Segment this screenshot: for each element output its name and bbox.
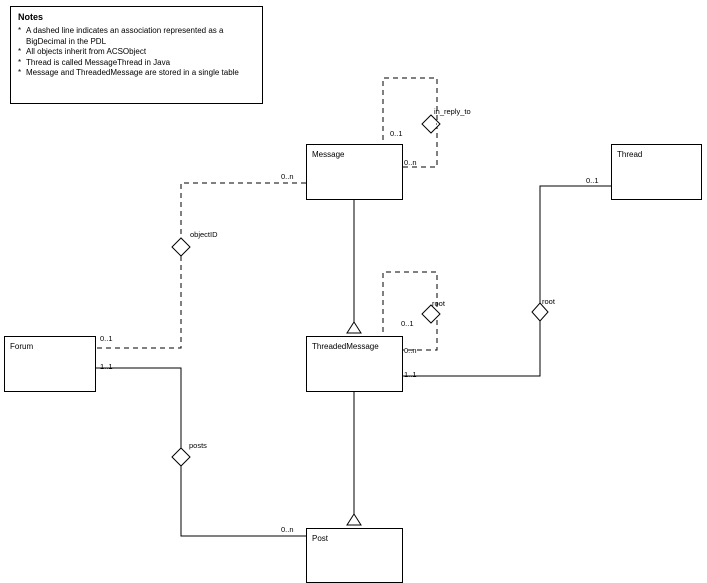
generalization-message-threadedmessage [347, 199, 361, 333]
multiplicity-message-inreply-top: 0..1 [390, 129, 403, 138]
association-root-thread [403, 186, 611, 376]
multiplicity-message-inreply-bottom: 0..n [404, 158, 417, 167]
label-root-self: root [432, 299, 445, 308]
class-name-threadedmessage: ThreadedMessage [312, 342, 379, 351]
class-name-post: Post [312, 534, 329, 543]
notes-list [18, 26, 256, 79]
notes-title: Notes [18, 12, 44, 22]
class-box-post[interactable] [306, 528, 403, 583]
multiplicity-tm-thread: 1..1 [404, 370, 417, 379]
class-box-message[interactable] [306, 144, 403, 200]
class-name-thread: Thread [617, 150, 643, 159]
note-item: * All objects inherit from ACSObject [18, 47, 256, 58]
class-box-threadedmessage[interactable] [306, 336, 403, 392]
generalization-arrow-head-2 [347, 514, 361, 525]
label-in-reply-to: in_reply_to [434, 107, 471, 116]
multiplicity-thread-root: 0..1 [586, 176, 599, 185]
note-item: * A dashed line indicates an association represented as a BigDecimal in the PDL [18, 26, 256, 47]
class-name-message: Message [312, 150, 345, 159]
multiplicity-post-posts: 0..n [281, 525, 294, 534]
multiplicity-forum-posts: 1..1 [100, 362, 113, 371]
generalization-arrow-head [347, 322, 361, 333]
multiplicity-tm-root-bottom: 0..n [404, 346, 417, 355]
multiplicity-message-objectid: 0..n [281, 172, 294, 181]
note-item: * Thread is called MessageThread in Java [18, 58, 256, 69]
class-name-forum: Forum [10, 342, 34, 351]
aggregation-diamond-posts [172, 448, 190, 466]
note-item: * Message and ThreadedMessage are stored in a single table [18, 68, 256, 79]
label-object-id: objectID [190, 230, 218, 239]
label-posts: posts [189, 441, 207, 450]
notes-box [10, 6, 263, 104]
multiplicity-forum-objectid: 0..1 [100, 334, 113, 343]
label-root-thread: root [542, 297, 555, 306]
aggregation-diamond-object-id [172, 238, 190, 256]
class-box-forum[interactable] [4, 336, 96, 392]
association-object-id [96, 183, 306, 348]
generalization-threadedmessage-post [347, 391, 361, 525]
class-box-thread[interactable] [611, 144, 702, 200]
association-posts [96, 368, 306, 536]
multiplicity-tm-root-top: 0..1 [401, 319, 414, 328]
